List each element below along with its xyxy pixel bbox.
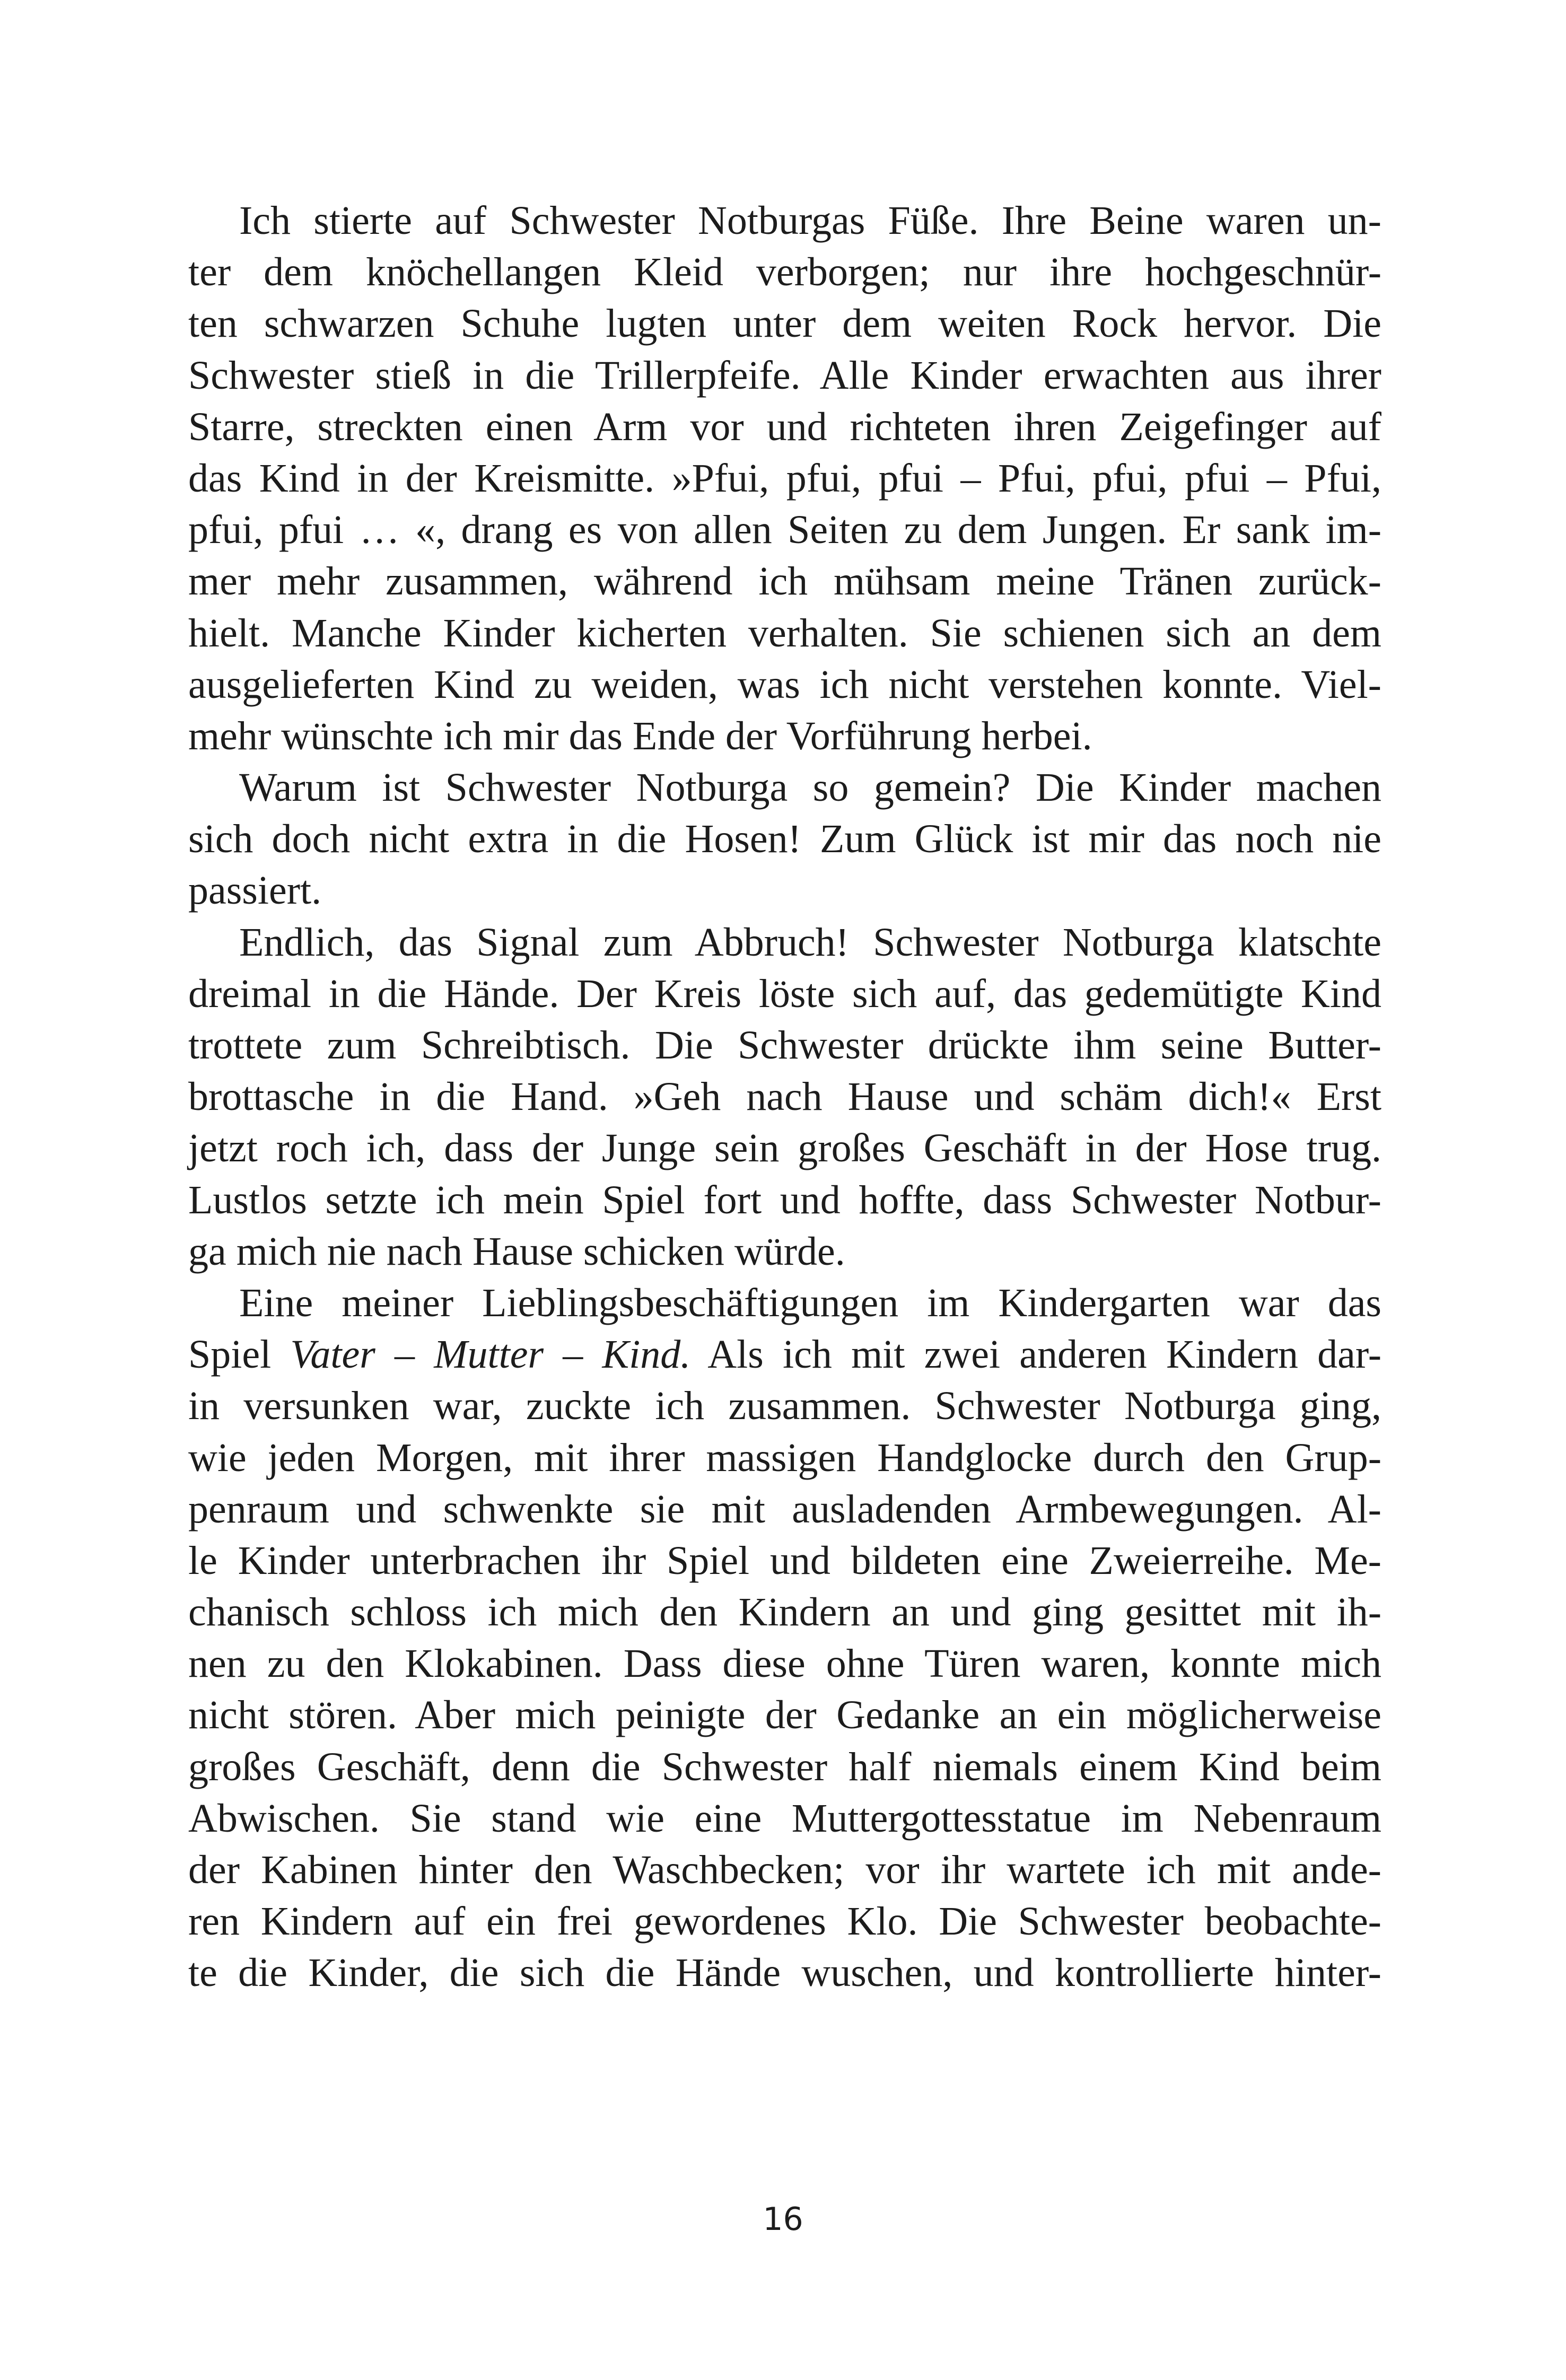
text-line: ten schwarzen Schuhe lugten unter dem weiten Rock hervor. Die	[188, 301, 1381, 346]
text-line: dreimal in die Hände. Der Kreis löste sich auf, das gedemütigte Kind	[188, 971, 1381, 1016]
text-line: Abwischen. Sie stand wie eine Muttergottesstatue im Nebenraum	[188, 1796, 1381, 1841]
text-line: Lustlos setzte ich mein Spiel fort und hoffte, dass Schwester Notbur-	[188, 1177, 1381, 1222]
page-number: 16	[763, 2201, 803, 2238]
text-line: jetzt roch ich, dass der Junge sein großes Geschäft in der Hose trug.	[188, 1126, 1381, 1171]
text-line: Eine meiner Lieblingsbeschäftigungen im Kindergarten war das	[239, 1280, 1381, 1325]
text-line: trottete zum Schreibtisch. Die Schwester drückte ihm seine Butter-	[188, 1023, 1381, 1068]
text-line: chanisch schloss ich mich den Kindern an und ging gesittet mit ih-	[188, 1590, 1381, 1635]
text-line: sich doch nicht extra in die Hosen! Zum Glück ist mir das noch nie	[188, 817, 1381, 862]
text-line: Schwester stieß in die Trillerpfeife. Alle Kinder erwachten aus ihrer	[188, 353, 1381, 398]
text-line: nen zu den Klokabinen. Dass diese ohne Türen waren, konnte mich	[188, 1641, 1381, 1686]
text-line: in versunken war, zuckte ich zusammen. Schwester Notburga ging,	[188, 1384, 1381, 1429]
text-line: penraum und schwenkte sie mit ausladenden Armbewegungen. Al-	[188, 1486, 1381, 1532]
text-line: großes Geschäft, denn die Schwester half niemals einem Kind beim	[188, 1744, 1381, 1789]
text-line	[188, 1329, 1381, 1380]
text-line: hielt. Manche Kinder kicherten verhalten. Sie schienen sich an dem	[188, 610, 1381, 655]
text-line: ga mich nie nach Hause schicken würde.	[188, 1229, 845, 1274]
text-segment: Spiel	[188, 1332, 291, 1377]
text-line: ren Kindern auf ein frei gewordenes Klo. Die Schwester beobachte-	[188, 1899, 1381, 1944]
italic-title: Vater – Mutter – Kind.	[290, 1332, 691, 1377]
text-line: mehr wünschte ich mir das Ende der Vorführung herbei.	[188, 713, 1092, 758]
text-line: ter dem knöchellangen Kleid verborgen; nur ihre hochgeschnür-	[188, 250, 1381, 295]
text-line: brottasche in die Hand. »Geh nach Hause und schäm dich!« Erst	[188, 1074, 1381, 1119]
text-line: wie jeden Morgen, mit ihrer massigen Handglocke durch den Grup-	[188, 1435, 1381, 1480]
text-line: nicht stören. Aber mich peinigte der Gedanke an ein möglicherweise	[188, 1693, 1381, 1738]
text-line: le Kinder unterbrachen ihr Spiel und bildeten eine Zweierreihe. Me-	[188, 1538, 1381, 1583]
text-line: ausgelieferten Kind zu weiden, was ich nicht verstehen konnte. Viel-	[188, 662, 1381, 707]
text-line: der Kabinen hinter den Waschbecken; vor ihr wartete ich mit ande-	[188, 1848, 1381, 1892]
body-text	[188, 195, 1381, 1999]
text-segment: Als ich mit zwei anderen Kindern dar-	[690, 1332, 1382, 1377]
text-line: pfui, pfui … «, drang es von allen Seiten zu dem Jungen. Er sank im-	[188, 508, 1381, 553]
text-line: mer mehr zusammen, während ich mühsam meine Tränen zurück-	[188, 559, 1381, 604]
text-line: Endlich, das Signal zum Abbruch! Schwester Notburga klatschte	[239, 920, 1381, 965]
text-line: passiert.	[188, 868, 322, 913]
text-line: das Kind in der Kreismitte. »Pfui, pfui, pfui – Pfui, pfui, pfui – Pfui,	[188, 456, 1381, 501]
text-line: Starre, streckten einen Arm vor und richteten ihren Zeigefinger auf	[188, 404, 1381, 449]
text-line: Ich stierte auf Schwester Notburgas Füße. Ihre Beine waren un-	[239, 198, 1381, 243]
text-line: te die Kinder, die sich die Hände wuschen, und kontrollierte hinter-	[188, 1950, 1381, 1996]
text-line: Warum ist Schwester Notburga so gemein? Die Kinder machen	[239, 765, 1381, 810]
